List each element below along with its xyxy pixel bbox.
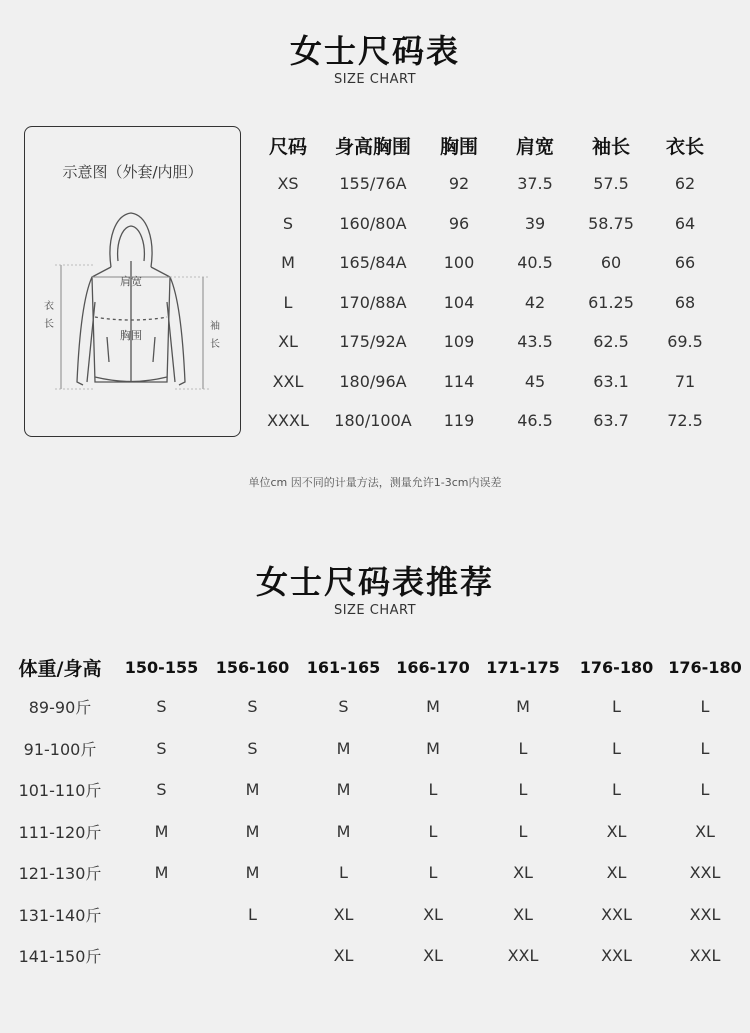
table-cell: 39 xyxy=(524,213,546,233)
table-cell: XXL xyxy=(689,904,721,924)
recommendation-table xyxy=(4,648,746,977)
header-shoulder: 肩宽 xyxy=(515,135,554,158)
length-label-1: 衣 xyxy=(44,301,54,312)
table-cell: L xyxy=(518,780,528,800)
table-row xyxy=(253,204,723,244)
table-cell: S xyxy=(247,697,258,717)
table-row xyxy=(4,811,746,853)
table-cell: M xyxy=(426,697,440,717)
table-cell: S xyxy=(156,780,167,800)
table-cell: 175/92A xyxy=(339,332,407,352)
table-cell: M xyxy=(245,863,260,883)
table-cell: M xyxy=(245,821,260,841)
table-cell: L xyxy=(248,904,257,924)
table-cell: L xyxy=(700,697,710,717)
table-cell: XL xyxy=(333,946,354,966)
table-cell: L xyxy=(428,863,438,883)
table-cell: XXL xyxy=(272,371,304,391)
table-cell: L xyxy=(612,738,621,758)
table-cell: L xyxy=(339,863,348,883)
table-cell: 42 xyxy=(524,292,546,312)
table-cell: 104 xyxy=(443,292,475,312)
table-cell: 114 xyxy=(443,371,475,391)
table-cell: XL xyxy=(606,863,627,883)
table-row xyxy=(4,728,746,770)
table-cell: XXL xyxy=(601,904,632,924)
measurement-diagram xyxy=(24,126,241,437)
table-cell: 63.7 xyxy=(593,411,629,431)
header-length: 衣长 xyxy=(665,135,704,158)
header-chest: 胸围 xyxy=(439,135,478,158)
weight-cell: 111-120斤 xyxy=(18,822,102,842)
table-row xyxy=(4,935,746,977)
table-cell: 57.5 xyxy=(593,174,629,194)
header-height-range: 150-155 xyxy=(124,657,199,677)
header-height-range: 156-160 xyxy=(215,657,290,677)
table-cell: 43.5 xyxy=(517,332,553,352)
table-row xyxy=(253,322,723,362)
table-cell xyxy=(116,935,207,977)
table-cell: 40.5 xyxy=(517,253,553,273)
table-cell: L xyxy=(428,821,438,841)
table-cell: M xyxy=(154,863,169,883)
shoulder-label: 肩宽 xyxy=(120,275,142,288)
header-size: 尺码 xyxy=(268,135,307,158)
table-cell: XL xyxy=(695,821,715,841)
weight-cell: 101-110斤 xyxy=(18,781,102,801)
header-height-chest: 身高胸围 xyxy=(334,135,411,158)
table-cell: M xyxy=(426,738,440,758)
table-cell: 71 xyxy=(674,371,696,391)
jacket-illustration xyxy=(25,127,242,438)
table-cell: 45 xyxy=(524,371,546,391)
table-cell: XL xyxy=(423,946,443,966)
table-cell xyxy=(116,894,207,936)
table-cell: L xyxy=(518,738,528,758)
table-row xyxy=(4,769,746,811)
table-cell: 155/76A xyxy=(339,174,407,194)
size-chart-header-row xyxy=(253,126,723,164)
table-cell: XL xyxy=(513,863,533,883)
table-cell xyxy=(207,935,298,977)
table-cell: L xyxy=(428,780,438,800)
table-row xyxy=(4,852,746,894)
table-row xyxy=(4,686,746,728)
table-cell: S xyxy=(338,697,349,717)
table-cell: 58.75 xyxy=(588,213,634,233)
table-cell: 160/80A xyxy=(339,213,407,233)
table-cell: 109 xyxy=(443,332,475,352)
table-cell: 64 xyxy=(674,213,696,233)
length-label-2: 长 xyxy=(44,319,54,330)
header-height-range: 166-170 xyxy=(396,657,470,677)
table-cell: 92 xyxy=(448,174,470,194)
table-cell: 180/100A xyxy=(334,411,412,431)
table-cell: L xyxy=(612,697,621,717)
size-chart-subtitle: SIZE CHART xyxy=(333,72,417,87)
table-cell: S xyxy=(247,738,258,758)
table-cell: M xyxy=(516,697,530,717)
table-cell: M xyxy=(154,821,169,841)
header-sleeve: 袖长 xyxy=(591,135,630,158)
chest-label: 胸围 xyxy=(120,329,142,342)
table-cell: M xyxy=(281,253,295,273)
table-cell: 165/84A xyxy=(339,253,407,273)
table-row xyxy=(4,894,746,936)
table-cell: XL xyxy=(423,904,443,924)
table-cell: 170/88A xyxy=(339,292,407,312)
table-cell: XXL xyxy=(507,946,539,966)
table-cell: XS xyxy=(277,174,299,194)
table-cell: S xyxy=(156,697,167,717)
table-cell: 63.1 xyxy=(593,371,629,391)
table-row xyxy=(253,401,723,441)
header-height-range: 161-165 xyxy=(306,657,381,677)
measurement-note: 单位cm 因不同的计量方法，测量允许1-3cm内误差 xyxy=(248,476,502,489)
table-cell: M xyxy=(336,780,351,800)
table-cell: L xyxy=(612,780,621,800)
recommendation-header-row xyxy=(4,648,746,686)
weight-cell: 91-100斤 xyxy=(23,739,97,759)
table-cell: 62.5 xyxy=(593,332,629,352)
table-cell: S xyxy=(156,738,167,758)
header-height-range: 176-180 xyxy=(579,657,654,677)
table-cell: M xyxy=(245,780,260,800)
header-height-range: 176-180 xyxy=(668,657,742,677)
table-cell: 119 xyxy=(443,411,475,431)
table-cell: 69.5 xyxy=(667,332,703,352)
table-cell: XXL xyxy=(689,863,721,883)
weight-cell: 89-90斤 xyxy=(28,698,92,718)
recommendation-subtitle: SIZE CHART xyxy=(333,603,417,618)
table-cell: 60 xyxy=(600,253,622,273)
weight-cell: 131-140斤 xyxy=(18,905,102,925)
table-cell: L xyxy=(518,821,528,841)
table-row xyxy=(253,362,723,402)
table-cell: 62 xyxy=(674,174,696,194)
table-cell: 72.5 xyxy=(667,411,703,431)
sleeve-label-1: 袖 xyxy=(210,321,220,332)
table-cell: XL xyxy=(333,904,354,924)
sleeve-label-2: 长 xyxy=(210,339,220,350)
table-cell: XL xyxy=(278,332,298,352)
table-cell: 61.25 xyxy=(588,292,634,312)
table-cell: L xyxy=(283,292,293,312)
table-row xyxy=(253,283,723,323)
table-cell: 68 xyxy=(674,292,696,312)
table-cell: 100 xyxy=(443,253,475,273)
diagram-caption: 示意图（外套/内胆） xyxy=(62,163,203,181)
table-cell: S xyxy=(282,213,294,233)
size-chart-table xyxy=(253,126,723,441)
table-cell: M xyxy=(336,738,351,758)
table-row xyxy=(253,243,723,283)
table-cell: XXXL xyxy=(267,411,309,431)
table-cell: XL xyxy=(513,904,533,924)
table-row xyxy=(253,164,723,204)
table-cell: 37.5 xyxy=(517,174,553,194)
weight-cell: 141-150斤 xyxy=(18,947,102,967)
table-cell: L xyxy=(700,780,710,800)
table-cell: L xyxy=(700,738,710,758)
header-weight-height: 体重/身高 xyxy=(18,657,102,680)
size-chart-title: 女士尺码表 xyxy=(289,32,460,70)
table-cell: XXL xyxy=(689,946,721,966)
recommendation-title: 女士尺码表推荐 xyxy=(255,563,494,601)
weight-cell: 121-130斤 xyxy=(18,864,102,884)
table-cell: 66 xyxy=(674,253,696,273)
header-height-range: 171-175 xyxy=(486,657,560,677)
table-cell: 96 xyxy=(448,213,470,233)
table-cell: XXL xyxy=(601,946,632,966)
table-cell: 46.5 xyxy=(517,411,553,431)
table-cell: M xyxy=(336,821,351,841)
table-cell: XL xyxy=(606,821,627,841)
table-cell: 180/96A xyxy=(339,371,407,391)
